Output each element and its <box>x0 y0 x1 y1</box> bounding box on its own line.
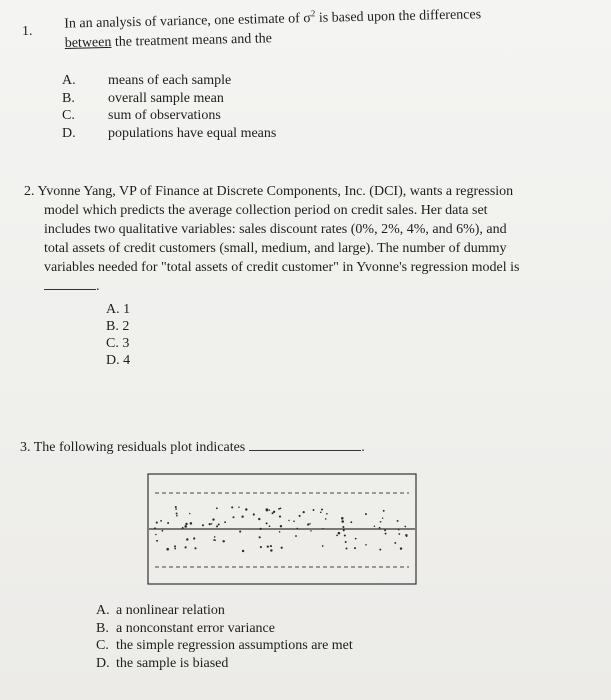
residual-point <box>166 548 169 551</box>
residual-point <box>382 517 383 518</box>
residual-point <box>182 527 184 529</box>
answer-blank <box>249 438 361 451</box>
option-c: C. sum of observations <box>62 108 221 123</box>
residual-point <box>313 509 315 511</box>
question-2 <box>24 182 564 368</box>
residual-point <box>374 526 376 528</box>
residual-point <box>174 545 176 547</box>
residual-point <box>224 521 226 523</box>
residual-point <box>354 547 356 549</box>
residual-point <box>212 518 214 520</box>
residual-point <box>320 511 322 513</box>
residual-point <box>185 523 187 525</box>
residual-point <box>213 539 215 541</box>
option-d: D. 4 <box>106 353 131 368</box>
answer-options <box>96 602 353 672</box>
residual-point <box>154 527 156 529</box>
residual-point <box>272 512 274 514</box>
residual-point <box>342 526 344 528</box>
residual-point <box>193 537 195 539</box>
residual-point <box>326 513 328 515</box>
option-a: A. a nonlinear relation <box>96 603 225 618</box>
residual-point <box>397 520 399 522</box>
residual-point <box>379 549 381 551</box>
residual-point <box>260 546 262 548</box>
residual-point <box>259 528 261 530</box>
residual-point <box>346 548 348 550</box>
residual-point <box>307 523 309 525</box>
residual-point <box>185 546 187 548</box>
residual-point <box>299 515 301 517</box>
residual-point <box>270 549 272 551</box>
question-stem: In an analysis of variance, one estimate of $\sigma^2$ is based upon the differences between the treatment means and the <box>64 7 482 51</box>
residual-point <box>293 520 295 522</box>
residual-point <box>394 542 396 544</box>
residual-point <box>383 510 385 512</box>
residual-point <box>321 509 323 511</box>
residual-point <box>269 509 270 510</box>
residual-point <box>296 528 298 530</box>
residual-point <box>155 534 157 536</box>
residual-point <box>241 516 243 518</box>
residual-point <box>310 530 311 531</box>
residual-point <box>239 531 241 533</box>
residual-point <box>325 518 327 520</box>
residual-point <box>231 506 233 508</box>
residual-point <box>189 513 190 514</box>
residual-point <box>186 538 188 540</box>
residual-point <box>156 522 158 524</box>
option-b: B. overall sample mean <box>62 90 224 106</box>
residual-point <box>176 515 178 517</box>
residual-point <box>279 531 281 533</box>
residual-point <box>211 523 212 524</box>
residual-point <box>156 540 158 542</box>
residual-point <box>341 517 344 520</box>
residual-point <box>266 522 268 524</box>
residual-point <box>218 523 220 525</box>
residual-point <box>288 520 289 521</box>
residual-point <box>406 536 408 538</box>
question-3 <box>20 438 580 671</box>
residual-point <box>404 526 406 528</box>
residual-point <box>344 534 346 536</box>
residual-point <box>270 545 272 547</box>
option-a: A. means of each sample <box>62 73 232 88</box>
option-a: A. 1 <box>106 302 131 317</box>
residual-point <box>174 548 176 550</box>
residual-point <box>176 513 178 515</box>
option-b: B. 2 <box>106 319 130 334</box>
residuals-plot <box>147 473 417 585</box>
residual-point <box>338 532 341 535</box>
residual-point <box>160 520 162 522</box>
option-c: C. the simple regression assumptions are met <box>96 638 353 653</box>
residual-point <box>281 547 283 549</box>
residual-point <box>222 540 224 542</box>
residual-point <box>253 513 255 515</box>
residual-point <box>214 536 216 538</box>
option-c: C. 3 <box>106 336 130 351</box>
answer-blank <box>44 277 96 290</box>
question-stem: 2. Yvonne Yang, VP of Finance at Discrete Components, Inc. (DCI), wants a regression model which predicts the average collection period on credit sales. Her data set includes two qualitative variables: sales discount rates (0%, 2%, 4%, and 6%), and total assets of credit customers (small, medium, and large). The number of dummy variables needed for "total assets of credit customer" in Yvonne's regression model is . <box>24 184 520 294</box>
residual-point <box>322 545 324 547</box>
option-b: B. a nonconstant error variance <box>96 620 275 636</box>
answer-options <box>106 301 130 369</box>
residual-point <box>350 521 352 523</box>
question-stem: 3. The following residuals plot indicates . <box>20 440 365 455</box>
answer-options <box>62 72 276 142</box>
residual-point <box>258 518 260 520</box>
residual-point <box>175 508 177 510</box>
residual-point <box>266 508 269 511</box>
residual-point <box>309 523 311 525</box>
residual-point <box>216 507 218 509</box>
residual-point <box>400 547 402 549</box>
residual-point <box>184 525 187 528</box>
residual-point <box>280 525 282 527</box>
residual-point <box>385 533 387 535</box>
residual-point <box>259 536 261 538</box>
option-d: D. the sample is biased <box>96 655 229 671</box>
residual-point <box>167 522 169 524</box>
residual-point <box>162 530 164 532</box>
residual-point <box>343 529 345 531</box>
residual-point <box>365 544 367 546</box>
option-d: D. populations have equal means <box>62 125 277 141</box>
residual-point <box>295 535 297 537</box>
residual-point <box>345 541 347 543</box>
residual-point <box>175 506 177 508</box>
question-number: 1. <box>22 24 33 39</box>
residual-point <box>216 525 218 527</box>
residual-point <box>322 528 324 530</box>
residual-point <box>341 520 344 523</box>
residual-point <box>238 507 239 508</box>
residual-point <box>242 550 244 552</box>
residual-point <box>245 508 247 510</box>
residual-point <box>190 522 193 525</box>
residual-point <box>278 508 280 510</box>
residual-point <box>209 523 211 525</box>
residual-point <box>202 524 204 526</box>
residual-point <box>380 521 382 523</box>
residual-point <box>398 529 399 530</box>
residual-point <box>365 513 367 515</box>
residual-point <box>267 545 269 547</box>
residual-point <box>232 516 234 518</box>
residual-point <box>303 511 305 513</box>
residual-point <box>194 547 196 549</box>
residual-point <box>384 529 386 531</box>
residual-point <box>336 535 338 537</box>
residual-point <box>279 516 281 518</box>
residual-point <box>269 525 271 527</box>
residual-point <box>398 533 400 535</box>
residual-point <box>379 527 381 529</box>
residual-point <box>355 538 357 540</box>
